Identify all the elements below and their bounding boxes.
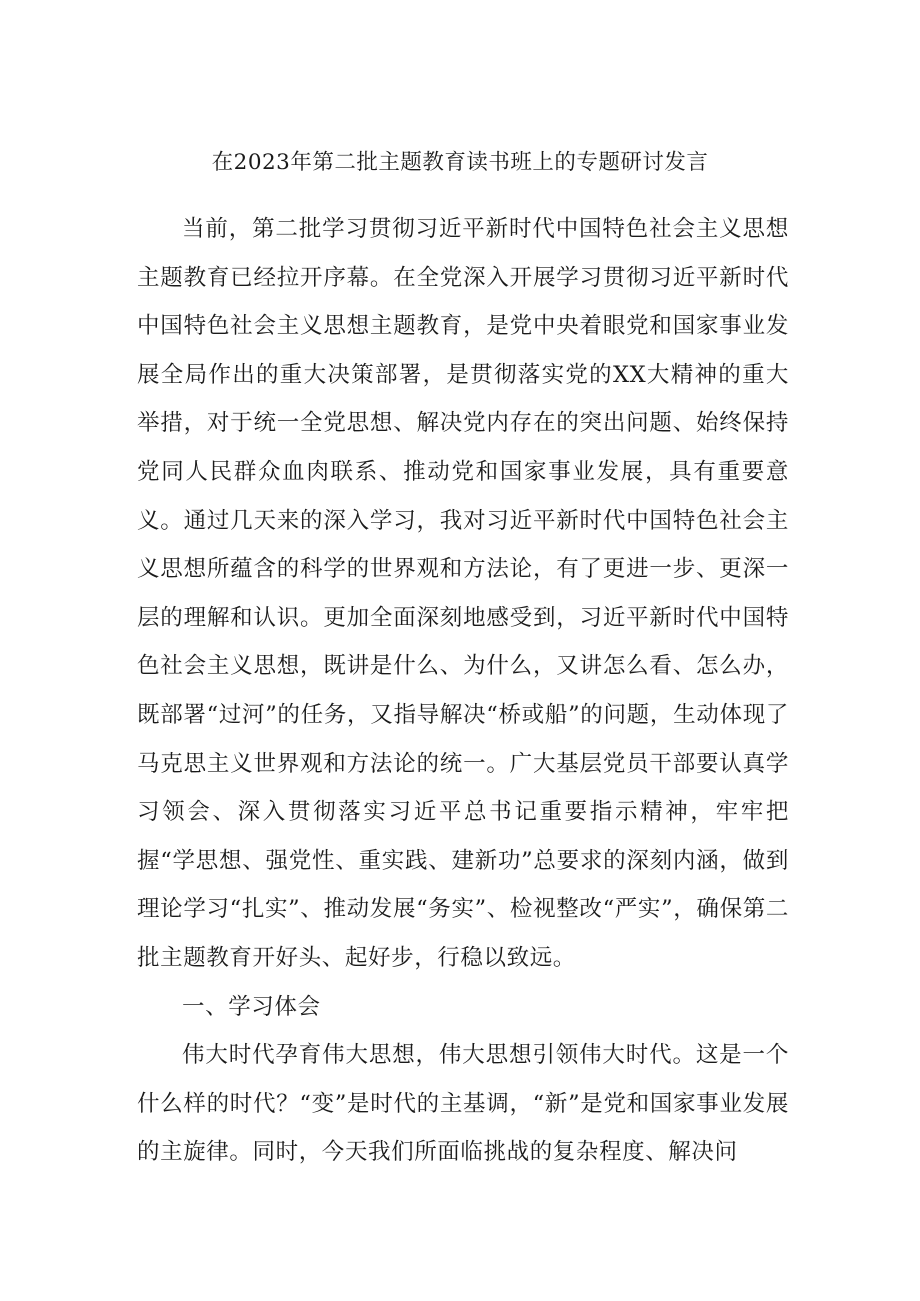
document-title: 在2023年第二批主题教育读书班上的专题研讨发言 <box>211 150 709 175</box>
document-body <box>137 205 789 1177</box>
section-heading: 一、学习体会 <box>182 993 321 1020</box>
paragraph-intro: 当前，第二批学习贯彻习近平新时代中国特色社会主义思想主题教育已经拉开序幕。在全党深入开展学习贯彻习近平新时代中国特色社会主义思想主题教育，是党中央着眼党和国家事业发展全局作出的重大决策部署，是贯彻落实党的XX大精神的重大举措，对于统一全党思想、解决党内存在的突出问题、始终保持党同人民群众血肉联系、推动党和国家事业发展，具有重要意义。通过几天来的深入学习，我对习近平新时代中国特色社会主义思想所蕴含的科学的世界观和方法论，有了更进一步、更深一层的理解和认识。更加全面深刻地感受到，习近平新时代中国特色社会主义思想，既讲是什么、为什么，又讲怎么看、怎么办，既部署“过河”的任务，又指导解决“桥或船”的问题，生动体现了马克思主义世界观和方法论的统一。广大基层党员干部要认真学习领会、深入贯彻落实习近平总书记重要指示精神，牢牢把握“学思想、强党性、重实践、建新功”总要求的深刻内涵，做到理论学习“扎实”、推动发展“务实”、检视整改“严实”，确保第二批主题教育开好头、起好步，行稳以致远。 <box>137 216 789 971</box>
paragraph-section-one: 伟大时代孕育伟大思想，伟大思想引领伟大时代。这是一个什么样的时代？“变”是时代的主基调，“新”是党和国家事业发展的主旋律。同时，今天我们所面临挑战的复杂程度、解决问 <box>137 1042 789 1166</box>
